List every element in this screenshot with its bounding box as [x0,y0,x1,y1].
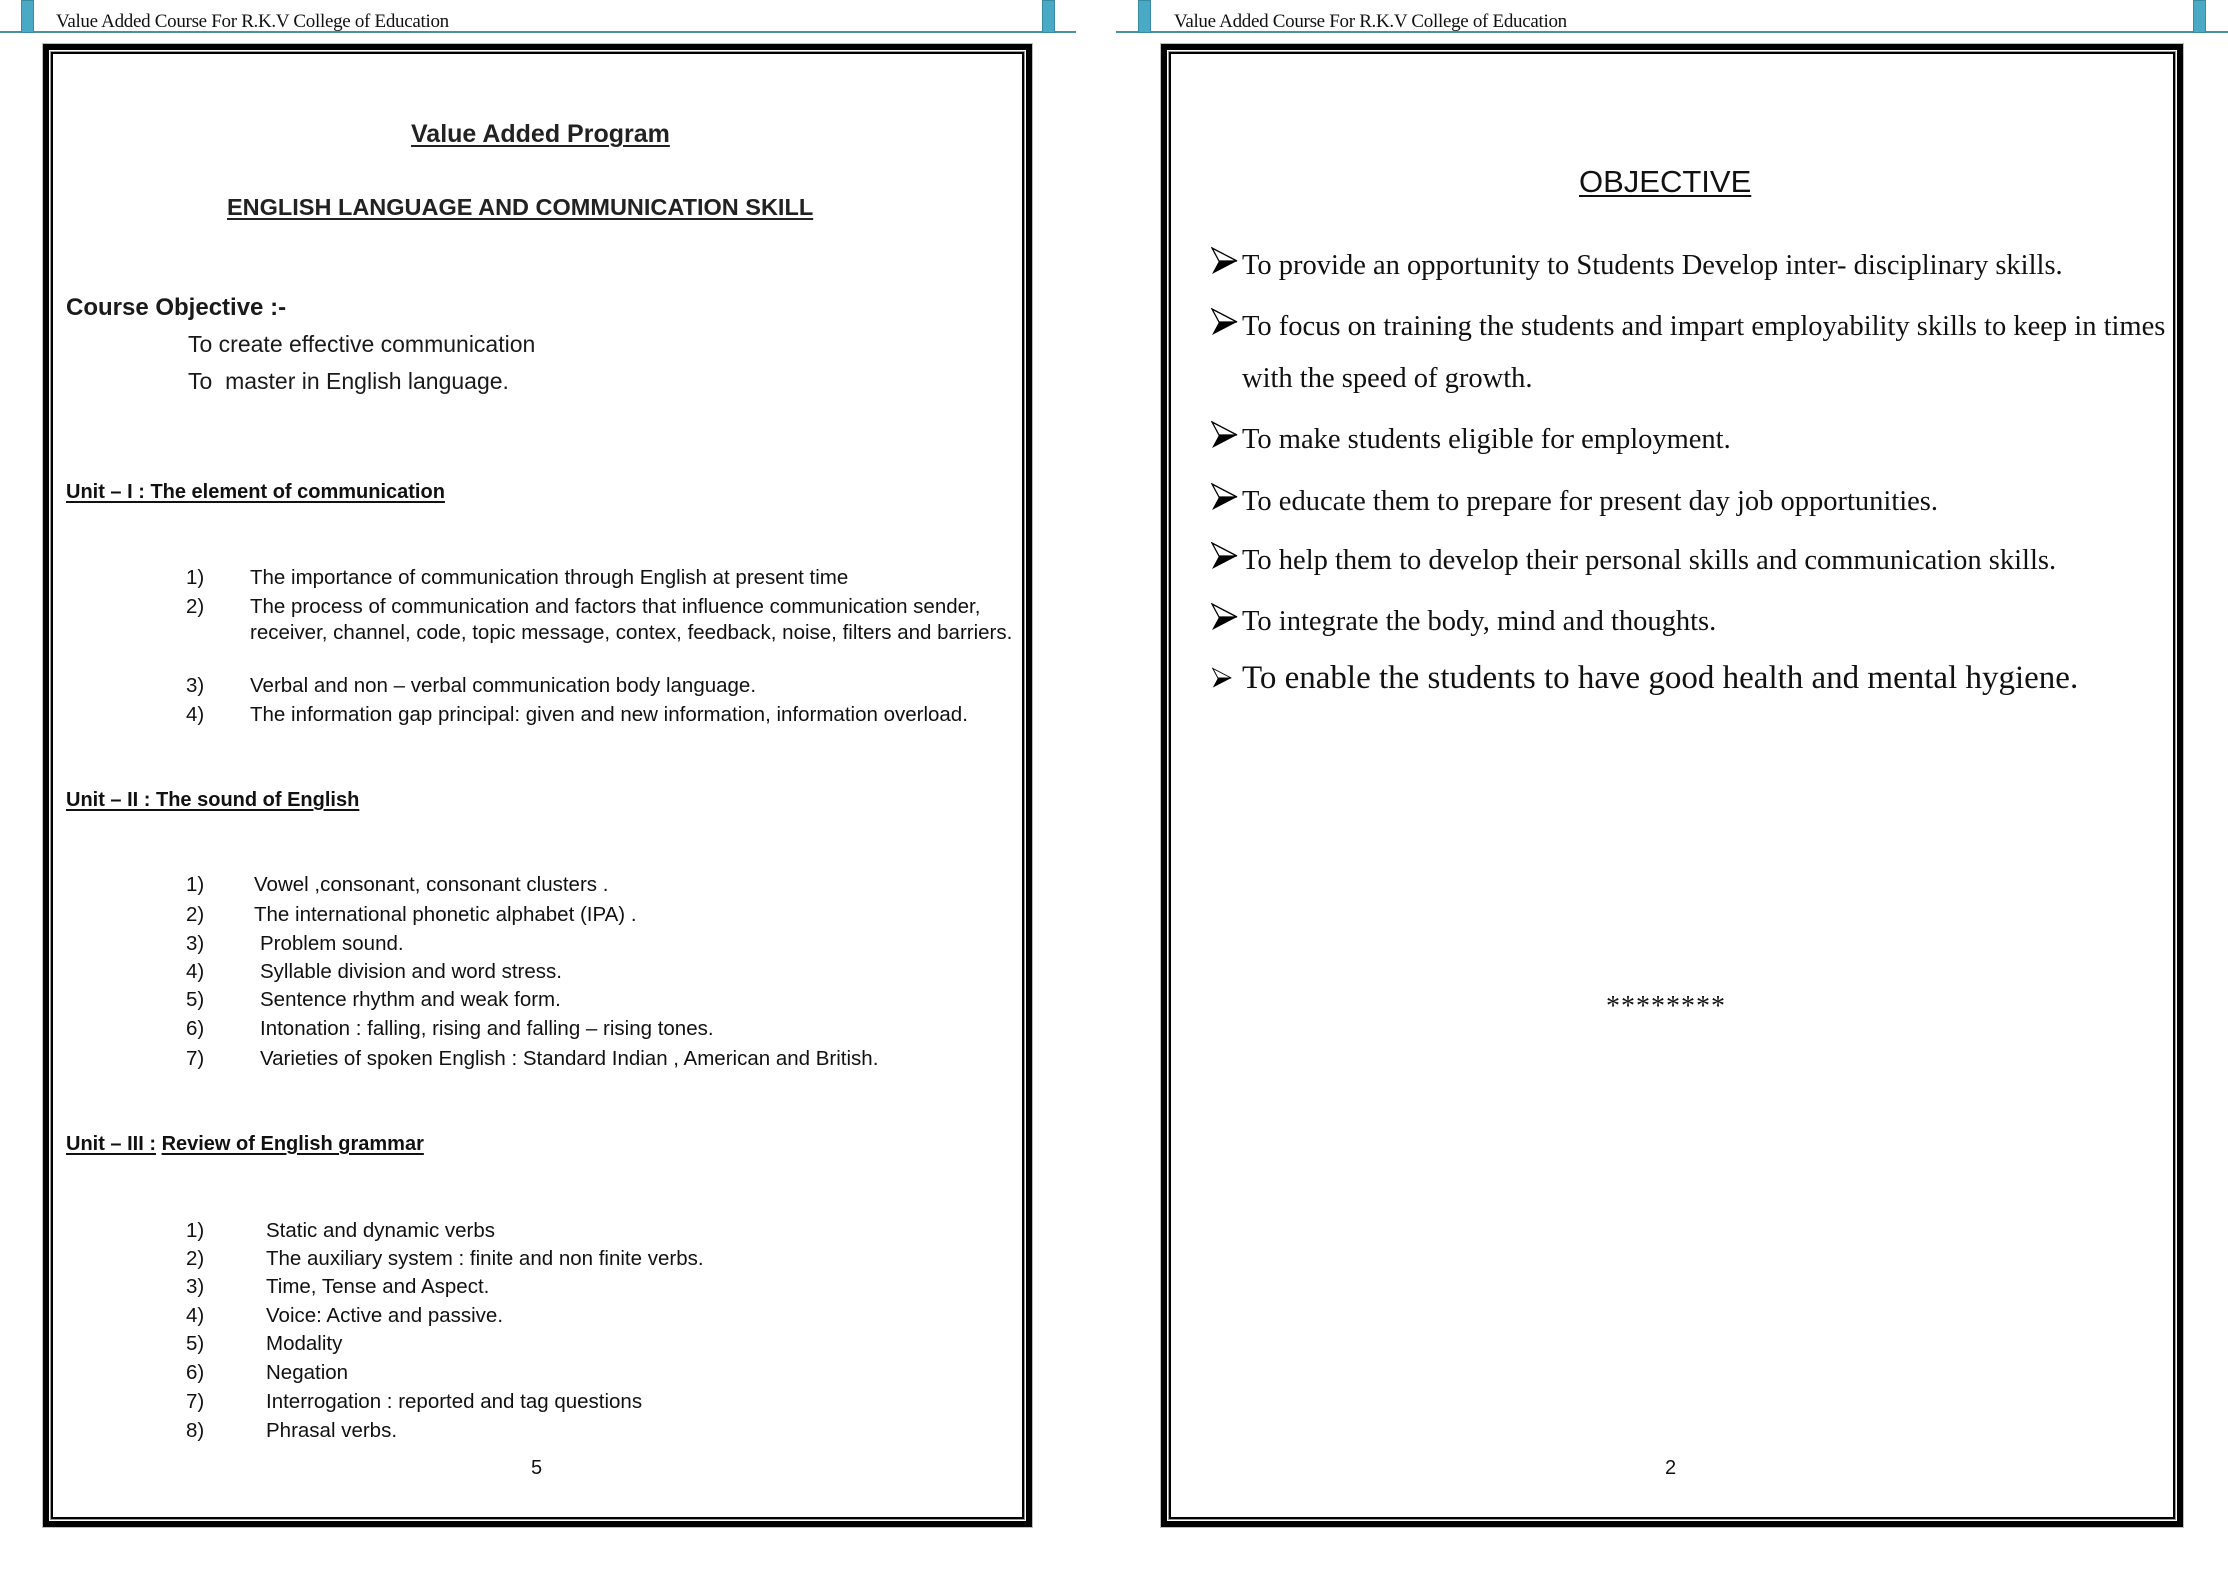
objective-item: To help them to develop their personal skills and communication skills. [1242,545,2057,576]
header-marker-left-end [1042,0,1055,33]
header-marker-right-start [1138,0,1151,33]
objective-item: To integrate the body, mind and thoughts. [1242,606,1717,637]
left-page-inner-border [51,52,1024,1519]
unit-2-item-number: 3) [186,932,205,955]
unit-3-item-number: 3) [186,1275,205,1298]
unit-2-item: Varieties of spoken English : Standard Indian , American and British. [260,1047,879,1070]
arrow-bullet-icon [1211,483,1238,511]
unit-2-item: Intonation : falling, rising and falling – rising tones. [260,1017,714,1040]
unit-3-item-number: 7) [186,1390,205,1413]
unit-3-item: Phrasal verbs. [266,1419,398,1442]
unit-2-item: Vowel ,consonant, consonant clusters . [254,873,609,896]
unit-3-item: Static and dynamic verbs [266,1219,496,1242]
unit-3-item: Voice: Active and passive. [266,1304,504,1327]
running-header-right: Value Added Course For R.K.V College of Education [1174,11,1567,32]
unit-3-item: Interrogation : reported and tag questions [266,1390,643,1413]
objective-item: To educate them to prepare for present day job opportunities. [1242,486,1939,517]
unit-1-heading: Unit – I : The element of communication [66,481,445,503]
unit-3-heading-title: Review of English grammar [161,1133,424,1155]
unit-3-item: The auxiliary system : finite and non finite verbs. [266,1247,704,1270]
unit-1-item-number: 4) [186,703,205,726]
arrow-bullet-icon [1211,421,1238,449]
page-number-left: 5 [531,1457,543,1479]
unit-1-item-number: 1) [186,566,205,589]
objective-title: OBJECTIVE [1579,164,1752,199]
unit-1-item-number: 2) [186,595,205,618]
unit-3-heading-prefix: Unit – III : [66,1133,156,1155]
objective-item: To enable the students to have good health and mental hygiene. [1242,660,2079,696]
running-header-left: Value Added Course For R.K.V College of Education [56,11,449,32]
arrow-bullet-icon [1211,247,1238,275]
unit-1-item-number: 3) [186,674,205,697]
arrow-bullet-icon [1211,308,1238,336]
unit-3-item: Modality [266,1332,343,1355]
header-marker-left-start [21,0,34,33]
unit-2-item: Syllable division and word stress. [260,960,562,983]
objective-item: To provide an opportunity to Students Develop inter- disciplinary skills. [1242,250,2063,281]
unit-3-item-number: 6) [186,1361,205,1384]
objective-item: To focus on training the students and impart employability skills to keep in times with the speed of growth. [1242,311,2166,394]
unit-2-item-number: 5) [186,988,205,1011]
course-subtitle: ENGLISH LANGUAGE AND COMMUNICATION SKILL [227,194,814,220]
page-number-right: 2 [1665,1457,1677,1479]
course-objective-line: To master in English language. [188,368,509,394]
unit-1-item: The information gap principal: given and new information, information overload. [250,703,968,726]
unit-2-item: Sentence rhythm and weak form. [260,988,561,1011]
arrow-bullet-icon [1211,603,1238,631]
course-objective-line: To create effective communication [188,331,536,357]
unit-1-item: Verbal and non – verbal communication body language. [250,674,757,697]
objective-item: To make students eligible for employment. [1242,424,1731,455]
unit-2-item: Problem sound. [260,932,404,955]
unit-3-item-number: 8) [186,1419,205,1442]
unit-2-item-number: 1) [186,873,205,896]
unit-2-item-number: 6) [186,1017,205,1040]
arrow-bullet-icon [1211,542,1238,570]
section-separator: ******** [1606,991,1726,1022]
unit-3-item-number: 4) [186,1304,205,1327]
program-title: Value Added Program [411,120,670,148]
unit-1-item: The importance of communication through English at present time [250,566,849,589]
unit-2-item: The international phonetic alphabet (IPA) . [254,903,637,926]
unit-3-heading [66,1134,424,1154]
course-objective-label: Course Objective :- [66,294,287,321]
arrow-bullet-icon [1212,666,1232,690]
unit-3-item: Time, Tense and Aspect. [266,1275,490,1298]
unit-2-item-number: 7) [186,1047,205,1070]
unit-1-item: The process of communication and factors that influence communication sender, receiver, channel, code, topic message, contex, feedback, noise, filters and barriers. [250,595,1013,644]
unit-3-item-number: 2) [186,1247,205,1270]
header-marker-right-end [2193,0,2206,33]
unit-3-item-number: 5) [186,1332,205,1355]
unit-3-item: Negation [266,1361,349,1384]
unit-2-item-number: 4) [186,960,205,983]
unit-3-item-number: 1) [186,1219,205,1242]
unit-2-heading: Unit – II : The sound of English [66,789,360,811]
unit-2-item-number: 2) [186,903,205,926]
